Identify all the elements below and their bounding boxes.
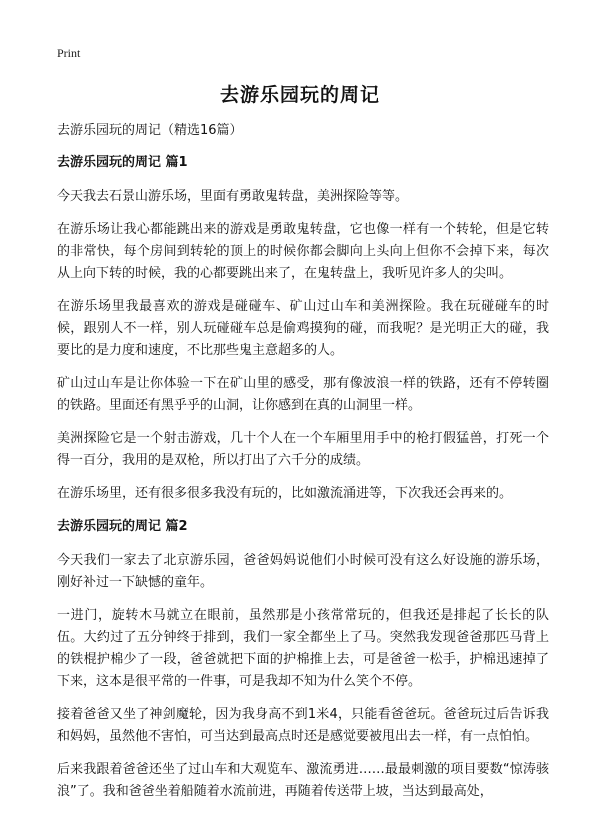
paragraph: 今天我们一家去了北京游乐园，爸爸妈妈说他们小时候可没有这么好设施的游乐场，刚好补过一下缺憾的童年。 xyxy=(57,553,549,590)
section-heading: 去游乐园玩的周记 篇1 xyxy=(57,155,188,170)
paragraph: 矿山过山车是让你体验一下在矿山里的感受，那有像波浪一样的铁路，还有不停转圈的铁路。里面还有黑乎乎的山洞，让你感到在真的山洞里一样。 xyxy=(57,376,549,413)
page-title: 去游乐园玩的周记 xyxy=(219,84,380,106)
paragraph: 接着爸爸又坐了神剑魔轮，因为我身高不到1米4，只能看爸爸玩。爸爸玩过后告诉我和妈妈，虽然他不害怕，可当达到最高点时还是感觉要被甩出去一样，有一点怕怕。 xyxy=(57,707,549,744)
article-subtitle: 去游乐园玩的周记（精选16篇） xyxy=(57,123,243,138)
section-heading: 去游乐园玩的周记 篇2 xyxy=(57,519,188,534)
section-1 xyxy=(57,152,549,505)
paragraph: 今天我去石景山游乐场，里面有勇敢鬼转盘，美洲探险等等。 xyxy=(57,189,409,204)
paragraph: 在游乐场里，还有很多很多我没有玩的，比如激流涌进等，下次我还会再来的。 xyxy=(57,486,513,501)
paragraph: 在游乐场里我最喜欢的游戏是碰碰车、矿山过山车和美洲探险。我在玩碰碰车的时候，跟别人不一样，别人玩碰碰车总是偷鸡摸狗的碰，而我呢？是光明正大的碰，我要比的是力度和速度，不比那些鬼主意超多的人。 xyxy=(57,299,549,358)
paragraph: 后来我跟着爸爸还坐了过山车和大观览车、激流勇进……最最刺激的项目要数“惊涛骇浪”了。我和爸爸坐着船随着水流前进，再随着传送带上坡，当达到最高处， xyxy=(57,762,549,799)
paragraph: 在游乐场让我心都能跳出来的游戏是勇敢鬼转盘，它也像一样有一个转轮，但是它转的非常快，每个房间到转轮的顶上的时候你都会脚向上头向上但你不会掉下来，每次从上向下转的时候，我的心都要跳出来了，在鬼转盘上，我听见许多人的尖叫。 xyxy=(57,222,549,281)
paragraph: 一进门，旋转木马就立在眼前，虽然那是小孩常常玩的，但我还是排起了长长的队伍。大约过了五分钟终于排到，我们一家全都坐上了马。突然我发现爸爸那匹马背上的铁棍护棉少了一段，爸爸就把下面的护棉推上去，可是爸爸一松手，护棉迅速掉了下来，这本是很平常的一件事，可是我却不知为什么笑个不停。 xyxy=(57,608,549,689)
paragraph: 美洲探险它是一个射击游戏，几十个人在一个车厢里用手中的枪打假猛兽，打死一个得一百分，我用的是双枪，所以打出了六千分的成绩。 xyxy=(57,431,549,468)
section-2 xyxy=(57,516,549,803)
print-link[interactable]: Print xyxy=(57,46,81,60)
article-body xyxy=(57,120,549,814)
